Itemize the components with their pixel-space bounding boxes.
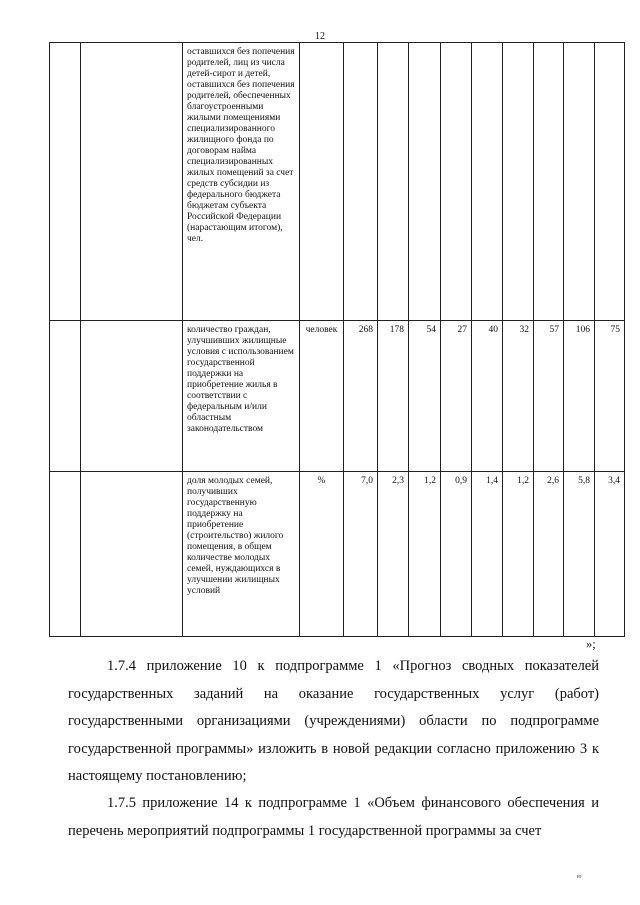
closing-quote: »; — [586, 637, 596, 651]
indicator-value: 75 — [595, 321, 625, 472]
indicator-value: 5,8 — [564, 472, 595, 637]
indicator-value: 0,9 — [441, 472, 472, 637]
indicator-value: 3,4 — [595, 472, 625, 637]
indicators-table — [49, 42, 625, 637]
indicator-unit: человек — [300, 321, 344, 472]
indicator-value — [472, 43, 503, 321]
table-cell — [50, 43, 81, 321]
footer-mark: ю — [577, 874, 582, 880]
table-cell — [81, 321, 183, 472]
indicator-value — [409, 43, 441, 321]
page-number: 12 — [315, 31, 325, 42]
indicator-value: 27 — [441, 321, 472, 472]
indicator-value: 1,2 — [409, 472, 441, 637]
indicator-value: 106 — [564, 321, 595, 472]
indicator-unit: % — [300, 472, 344, 637]
indicator-value: 268 — [344, 321, 378, 472]
indicator-unit — [300, 43, 344, 321]
indicator-description: оставшихся без попечения родителей, лиц из числа детей-сирот и детей, оставшихся без попечения родителей, обеспеченных благоустроенными жилыми помещениями специализированного жилищного фонда по договорам найма специализированных жилых помещений за счет средств субсидии из федерального бюджета бюджетам субъекта Российской Федерации (нарастающим итогом), чел. — [183, 43, 300, 321]
indicator-value: 40 — [472, 321, 503, 472]
indicator-value — [344, 43, 378, 321]
table-cell — [50, 321, 81, 472]
indicator-value — [595, 43, 625, 321]
indicator-value — [534, 43, 564, 321]
table-row — [50, 472, 625, 637]
indicator-value: 1,4 — [472, 472, 503, 637]
table-row — [50, 43, 625, 321]
paragraph-1-7-5: 1.7.5 приложение 14 к подпрограмме 1 «Объем финансового обеспечения и перечень мероприятий подпрограммы 1 государственной программы за счет — [68, 795, 599, 839]
indicator-value: 7,0 — [344, 472, 378, 637]
table-cell — [50, 472, 81, 637]
indicator-value: 2,3 — [378, 472, 409, 637]
indicator-value: 1,2 — [503, 472, 534, 637]
table-cell — [81, 43, 183, 321]
indicator-value: 54 — [409, 321, 441, 472]
indicator-description: количество граждан, улучшивших жилищные условия с использованием государственной поддержки на приобретение жилья в соответствии с федеральным и/или областным законодательством — [183, 321, 300, 472]
indicator-value — [378, 43, 409, 321]
indicator-value: 57 — [534, 321, 564, 472]
table-row — [50, 321, 625, 472]
indicator-value: 2,6 — [534, 472, 564, 637]
indicator-description: доля молодых семей, получивших государственную поддержку на приобретение (строительство) жилого помещения, в общем количестве молодых семей, нуждающихся в улучшении жилищных условий — [183, 472, 300, 637]
paragraph-1-7-4: 1.7.4 приложение 10 к подпрограмме 1 «Прогноз сводных показателей государственных заданий на оказание государственных услуг (работ) государственными организациями (учреждениями) области по подпрограмме государственной программы» изложить в новой редакции согласно приложению 3 к настоящему постановлению; — [68, 658, 599, 784]
indicator-value: 178 — [378, 321, 409, 472]
indicator-value — [503, 43, 534, 321]
table-cell — [81, 472, 183, 637]
indicator-value — [441, 43, 472, 321]
indicator-value — [564, 43, 595, 321]
indicator-value: 32 — [503, 321, 534, 472]
